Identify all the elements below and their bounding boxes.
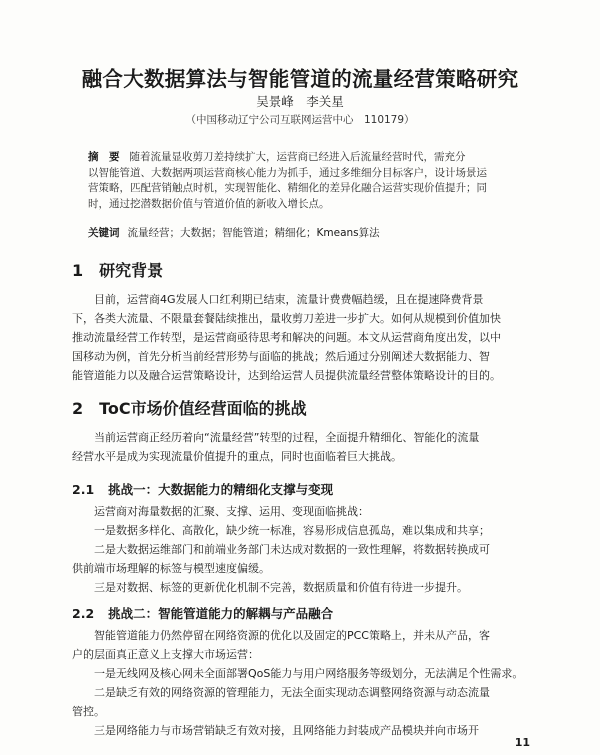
body-line: 三是网络能力与市场营销缺乏有效对接，且网络能力封装成产品模块并向市场开 — [94, 724, 479, 737]
subsection-number: 2.2 — [72, 606, 95, 621]
section-number: 2 — [72, 399, 84, 418]
section-title: 研究背景 — [99, 261, 164, 280]
paper-title: 融合大数据算法与智能管道的流量经营策略研究 — [81, 67, 519, 91]
subsection-heading — [72, 604, 333, 622]
abstract-line — [88, 150, 520, 166]
section-body — [72, 428, 532, 466]
body-line: 经营水平是成为实现流量价值提升的重点，同时也面临着巨大挑战。 — [72, 450, 402, 463]
body-line: 二是缺乏有效的网络资源的管理能力，无法全面实现动态调整网络资源与动态流量 — [94, 686, 490, 699]
body-line: 二是大数据运维部门和前端业务部门未达成对数据的一致性理解，将数据转换成可 — [94, 543, 490, 556]
keywords-line — [88, 225, 380, 240]
body-line: 能管道能力以及融合运营策略设计，达到给运营人员提供流量经营整体策略设计的目的。 — [72, 369, 501, 382]
body-line: 当前运营商正经历着向“流量经营”转型的过程，全面提升精细化、智能化的流量 — [94, 431, 480, 444]
paper-affiliation: （中国移动辽宁公司互联网运营中心 110179） — [185, 114, 415, 126]
section-body — [72, 290, 532, 385]
section-heading — [72, 396, 307, 419]
abstract-line: 营策略，匹配营销触点时机，实现智能化、精细化的差异化融合运营实现价值提升；同 — [88, 182, 487, 194]
body-line: 智能管道能力仍然停留在网络资源的优化以及固定的PCC策略上，并未从产品，客 — [94, 629, 490, 642]
abstract-line: 时，通过挖潜数据价值与管道价值的新收入增长点。 — [88, 197, 330, 210]
body-line: 户的层面真正意义上支撑大市场运营： — [72, 648, 259, 661]
section-number: 1 — [72, 261, 84, 280]
body-line: 下，各类大流量、不限量套餐陆续推出，量收剪刀差进一步扩大。如何从规模到价值加快 — [72, 312, 501, 325]
subsection-number: 2.1 — [72, 482, 95, 497]
body-line: 国移动为例，首先分析当前经营形势与面临的挑战；然后通过分别阐述大数据能力、智 — [72, 350, 490, 363]
page-number: 11 — [514, 736, 530, 749]
body-line: 一是数据多样化、高散化，缺少统一标准，容易形成信息孤岛，难以集成和共享； — [94, 524, 490, 537]
keywords-label: 关键词 — [88, 227, 120, 239]
subsection-body — [72, 502, 532, 597]
abstract-line: 以智能管道、大数据两项运营商核心能力为抓手，通过多维细分目标客户，设计场景运 — [88, 166, 487, 179]
body-line: 三是对数据、标签的更新优化机制不完善，数据质量和价值有待进一步提升。 — [94, 581, 468, 594]
abstract-block — [88, 150, 520, 212]
body-line: 推动流量经营工作转型，是运营商亟待思考和解决的问题。本文从运营商角度出发，以中 — [72, 331, 501, 344]
abstract-text: 随着流量显收剪刀差持续扩大，运营商已经进入后流量经营时代，需充分 — [129, 151, 466, 163]
section-heading — [72, 258, 163, 281]
subsection-title: 挑战二：智能管道能力的解耦与产品融合 — [108, 606, 334, 621]
body-line: 目前，运营商4G发展人口红利期已结束，流量计费费幅趋缓，且在提速降费背景 — [94, 293, 484, 306]
abstract-label: 摘 要 — [88, 151, 120, 163]
section-title: ToC市场价值经营面临的挑战 — [99, 399, 307, 418]
subsection-title: 挑战一：大数据能力的精细化支撑与变现 — [108, 482, 334, 497]
keywords-text: 流量经营；大数据；智能管道；精细化；Kmeans算法 — [127, 227, 380, 239]
body-line: 运营商对海量数据的汇聚、支撑、运用、变现面临挑战： — [94, 505, 369, 518]
paper-authors: 吴景峰 李关星 — [256, 94, 344, 109]
subsection-heading — [72, 480, 333, 498]
body-line: 供前端市场理解的标签与模型速度偏缓。 — [72, 562, 270, 575]
body-line: 管控。 — [72, 705, 105, 718]
body-line: 一是无线网及核心网未全面部署QoS能力与用户网络服务等级划分，无法满足个性需求。 — [94, 667, 524, 680]
subsection-body — [72, 626, 532, 740]
